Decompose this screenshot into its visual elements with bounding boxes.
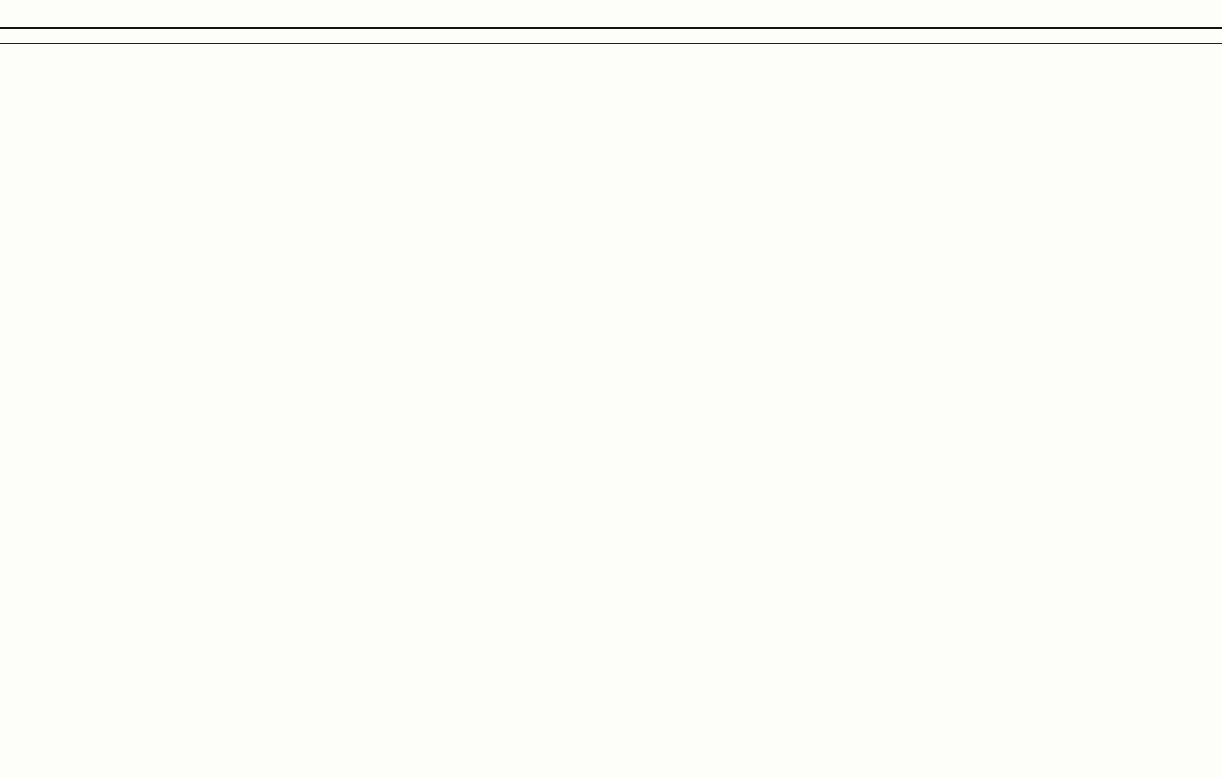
avenue-strip	[0, 27, 1222, 44]
